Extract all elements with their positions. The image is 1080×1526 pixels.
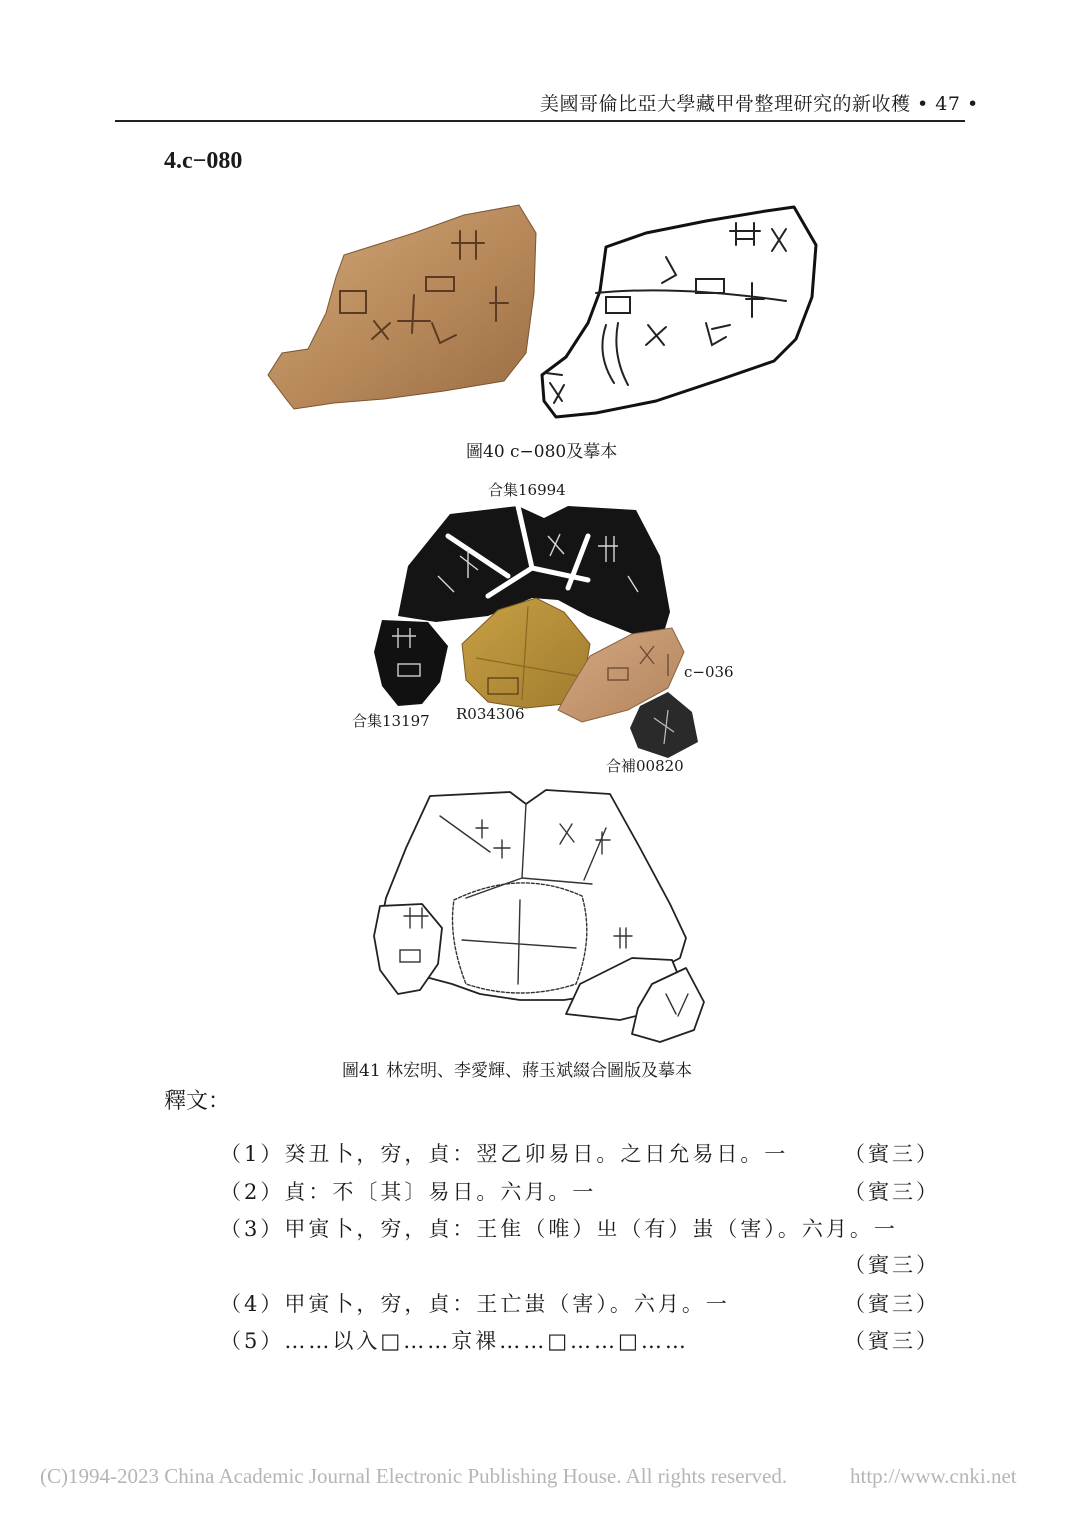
running-header: 美國哥倫比亞大學藏甲骨整理研究的新收穫 • 47 • [540, 93, 979, 115]
header-rule [115, 120, 965, 122]
label-r034306: R034306 [456, 705, 525, 723]
figure40-caption: 圖40 c−080及摹本 [466, 442, 618, 462]
label-c036: c−036 [684, 663, 734, 681]
label-hebu-00820: 合補00820 [606, 757, 684, 775]
figure41-caption: 圖41 林宏明、李愛輝、蔣玉斌綴合圖版及摹本 [342, 1061, 693, 1081]
footer-url[interactable]: http://www.cnki.net [850, 1464, 1017, 1488]
footer [40, 1464, 1040, 1489]
entry-2: （2）貞：不〔其〕易日。六月。一 [220, 1180, 597, 1204]
entry-5: （5）……以入□……京祼……□……□…… [220, 1329, 689, 1353]
entry-3: （3）甲寅卜，穷，貞：王隹（唯）㞢（有）蚩（害）。六月。一 [220, 1217, 898, 1241]
figure40-tracing [536, 205, 826, 423]
figure40-photo [264, 203, 544, 415]
entry-4-tag: （賓三） [844, 1292, 940, 1316]
entry-5-tag: （賓三） [844, 1329, 940, 1353]
entry-2-tag: （賓三） [844, 1180, 940, 1204]
footer-copyright: (C)1994-2023 China Academic Journal Electronic Publishing House. All rights reserved. [40, 1464, 788, 1488]
figure41-tracing [370, 788, 720, 1042]
figure41-photo [368, 496, 728, 780]
entry-3-tag: （賓三） [844, 1253, 940, 1277]
entry-1: （1）癸丑卜，穷，貞：翌乙卯易日。之日允易日。一 [220, 1142, 789, 1166]
interpretation-label: 釋文： [164, 1089, 231, 1114]
section-title: 4.c−080 [164, 148, 243, 174]
entry-1-tag: （賓三） [844, 1142, 940, 1166]
entry-4: （4）甲寅卜，穷，貞：王亡蚩（害）。六月。一 [220, 1292, 730, 1316]
label-heji-16994: 合集16994 [488, 481, 566, 499]
label-heji-13197: 合集13197 [352, 712, 430, 730]
